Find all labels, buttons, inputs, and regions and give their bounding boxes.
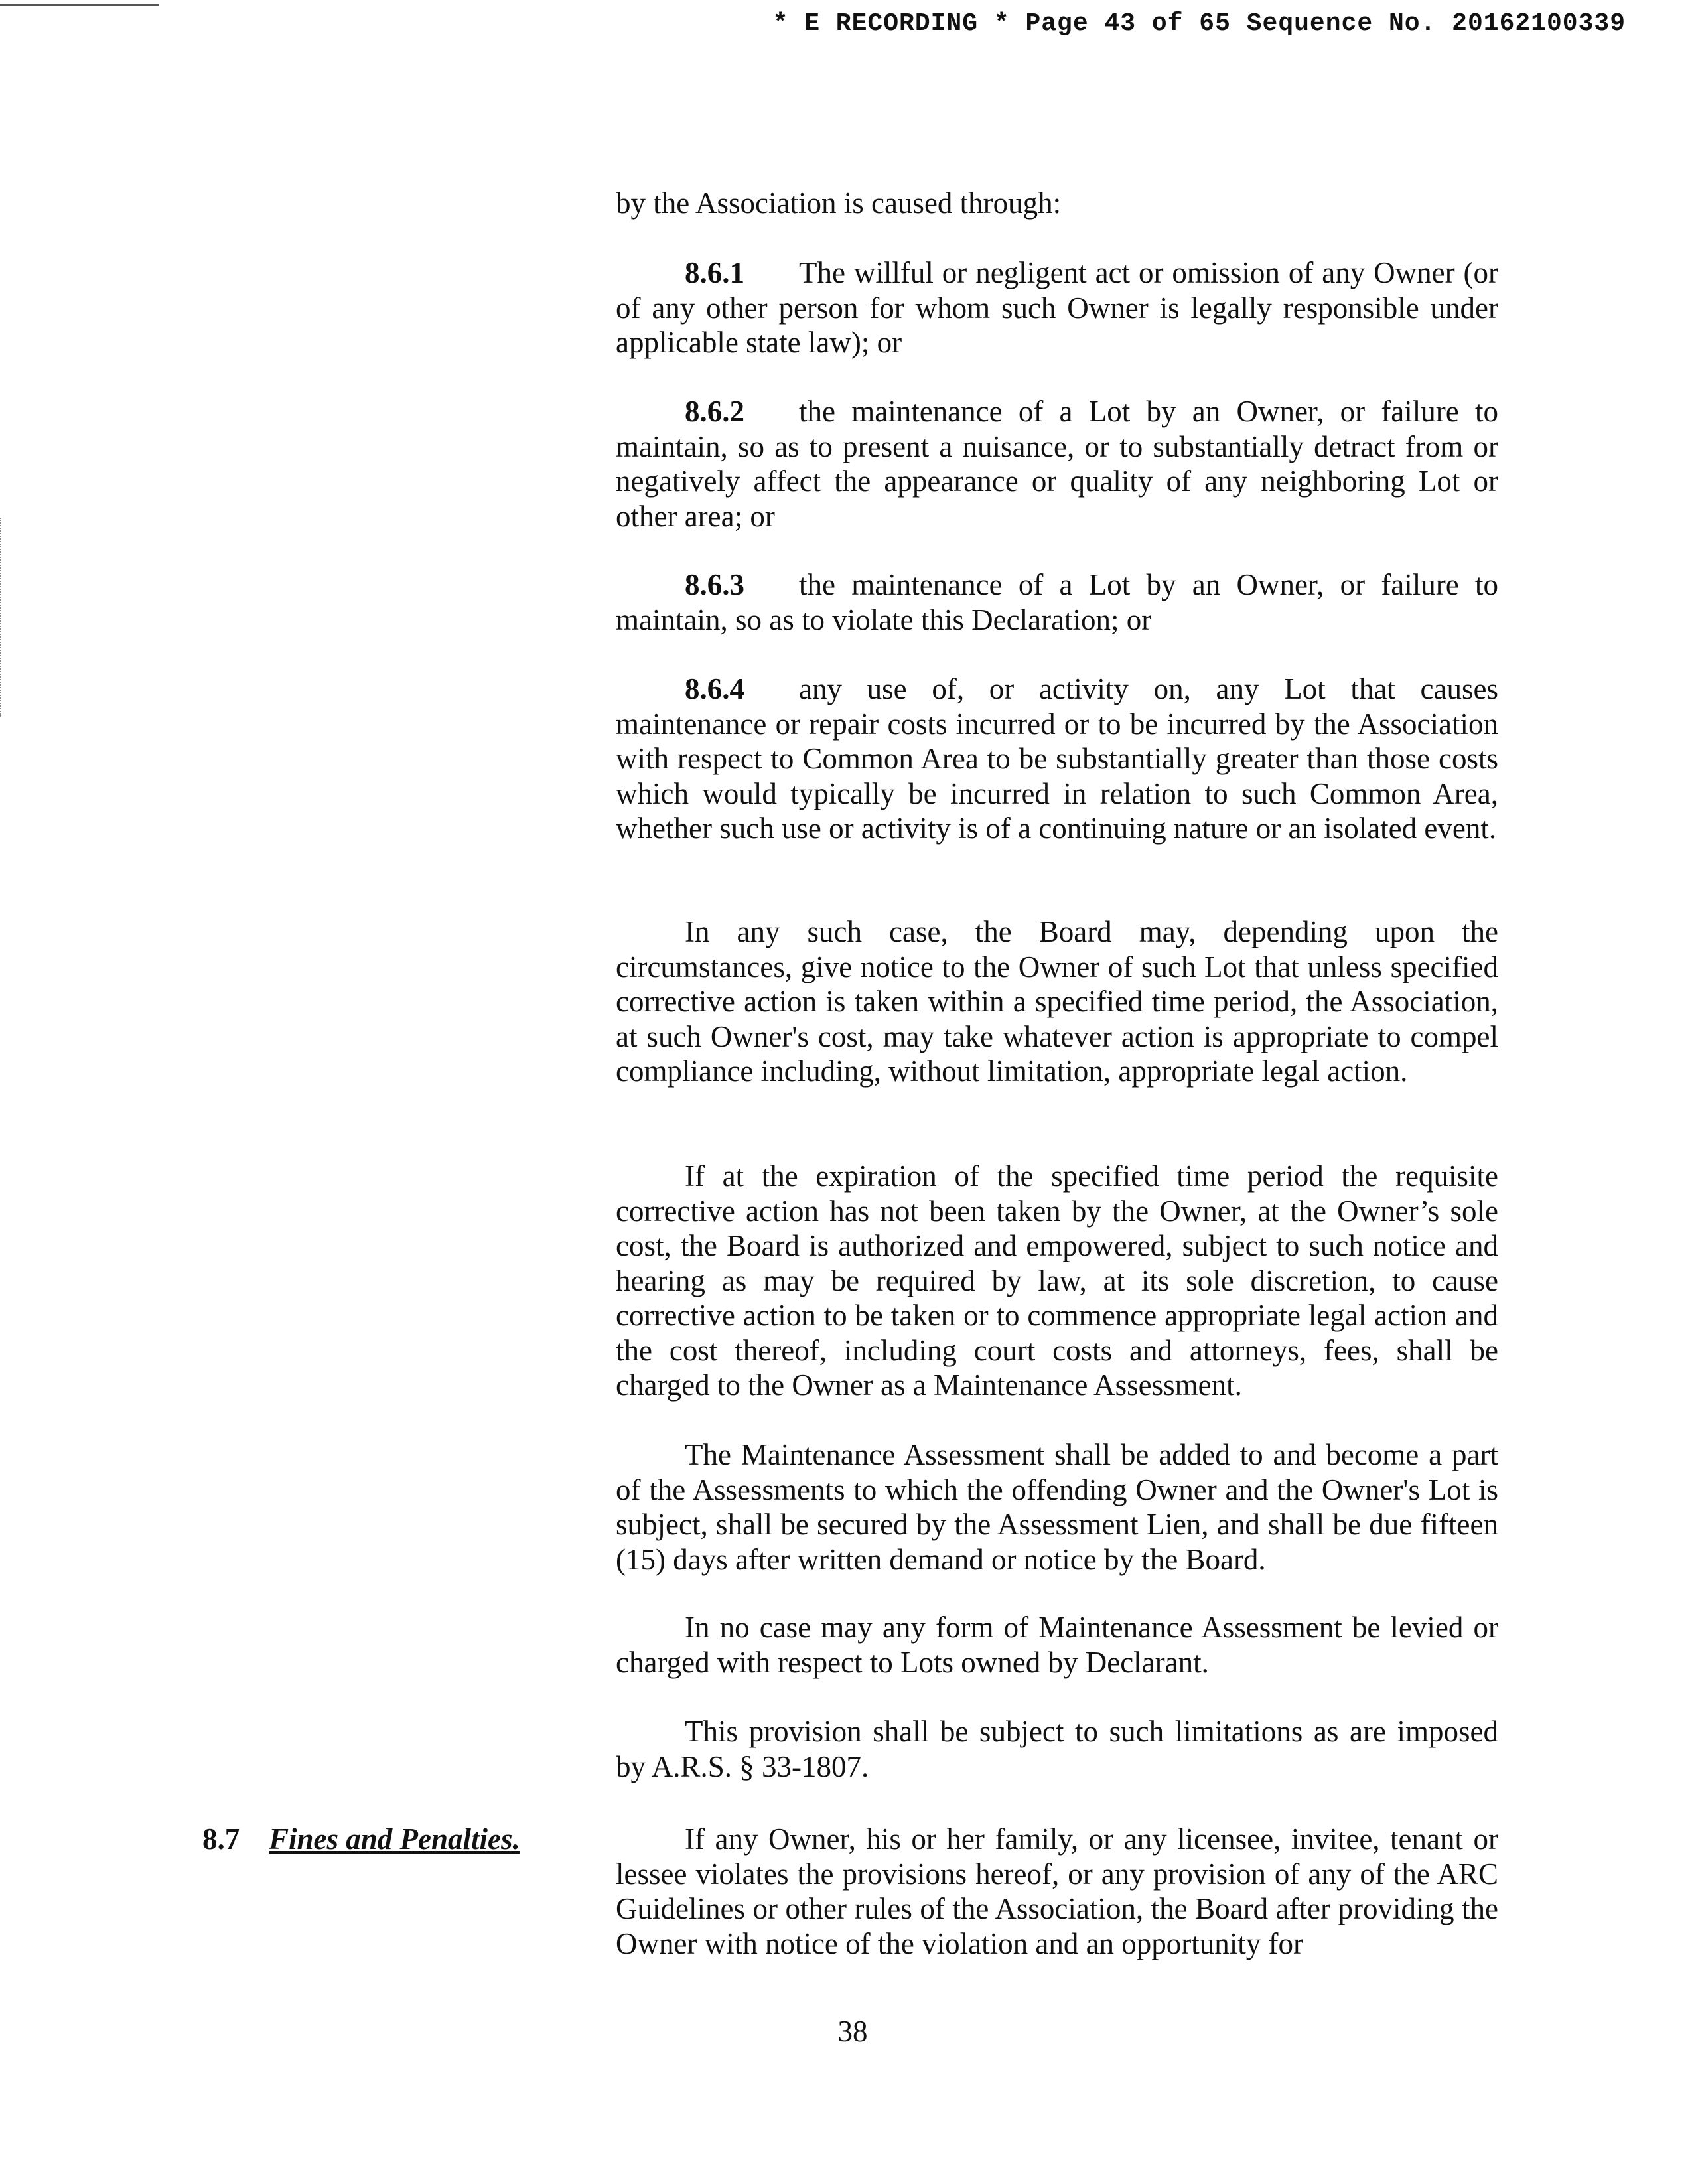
recording-stamp: * E RECORDING * Page 43 of 65 Sequence No. 20162100339 — [772, 9, 1626, 38]
subsection-8-6-4 — [616, 672, 1498, 846]
paragraph-ars-limitation: This provision shall be subject to such limitations as are imposed by A.R.S. § 33-1807. — [616, 1715, 1498, 1783]
subsection-number: 8.6.4 — [685, 672, 744, 705]
subsection-8-6-1 — [616, 255, 1498, 360]
continuation-line: by the Association is caused through: — [616, 186, 1062, 220]
subsection-number: 8.6.1 — [685, 256, 744, 289]
subsection-number: 8.6.2 — [685, 395, 744, 428]
subsection-text: The willful or negligent act or omission of any Owner (or of any other person for whom such Owner is legally responsible under applicable state law); or — [616, 256, 1498, 359]
subsection-8-6-2 — [616, 394, 1498, 534]
subsection-text: any use of, or activity on, any Lot that causes maintenance or repair costs incurred or to be incurred by the Association with respect to Common Area to be substantially greater than those costs which would typically be incurred in relation to such Common Area, whether such use or activity is of a continuing nature or an isolated event. — [616, 672, 1498, 845]
top-margin-rule — [0, 4, 159, 6]
paragraph-maintenance-assessment: The Maintenance Assessment shall be added to and become a part of the Assessments to which the offending Owner and the Owner's Lot is subject, shall be secured by the Assessment Lien, and shall be due fifteen (15) days after written demand or notice by the Board. — [616, 1438, 1498, 1576]
subsection-text: the maintenance of a Lot by an Owner, or failure to maintain, so as to violate this Declaration; or — [616, 568, 1498, 636]
section-title: Fines and Penalties. — [269, 1822, 520, 1856]
scan-edge-marks — [0, 518, 5, 717]
section-number: 8.7 — [202, 1822, 240, 1856]
section-8-7-heading — [202, 1822, 520, 1857]
paragraph-corrective-action: If at the expiration of the specified time period the requisite corrective action has not been taken by the Owner, at the Owner’s sole cost, the Board is authorized and empowered, subject to such notice and hearing as may be required by law, at its sole discretion, to cause corrective action to be taken or to commence appropriate legal action and the cost thereof, including court costs and attorneys, fees, shall be charged to the Owner as a Maintenance Assessment. — [616, 1159, 1498, 1402]
paragraph-notice: In any such case, the Board may, depending upon the circumstances, give notice to the Owner of such Lot that unless specified corrective action is taken within a specified time period, the Association, at such Owner's cost, may take whatever action is appropriate to compel compliance including, without limitation, appropriate legal action. — [616, 915, 1498, 1088]
paragraph-declarant-exemption: In no case may any form of Maintenance Assessment be levied or charged with respect to Lots owned by Declarant. — [616, 1611, 1498, 1679]
page-number: 38 — [837, 2015, 868, 2048]
section-8-7-text: If any Owner, his or her family, or any licensee, invitee, tenant or lessee violates the provisions hereof, or any provision of any of the ARC Guidelines or other rules of the Association, the Board after providing the Owner with notice of the violation and an opportunity for — [616, 1822, 1498, 1960]
subsection-text: the maintenance of a Lot by an Owner, or failure to maintain, so as to present a nuisance, or to substantially detract from or negatively affect the appearance or quality of any neighboring Lot or other area; or — [616, 395, 1498, 533]
subsection-8-6-3 — [616, 567, 1498, 637]
subsection-number: 8.6.3 — [685, 568, 744, 601]
